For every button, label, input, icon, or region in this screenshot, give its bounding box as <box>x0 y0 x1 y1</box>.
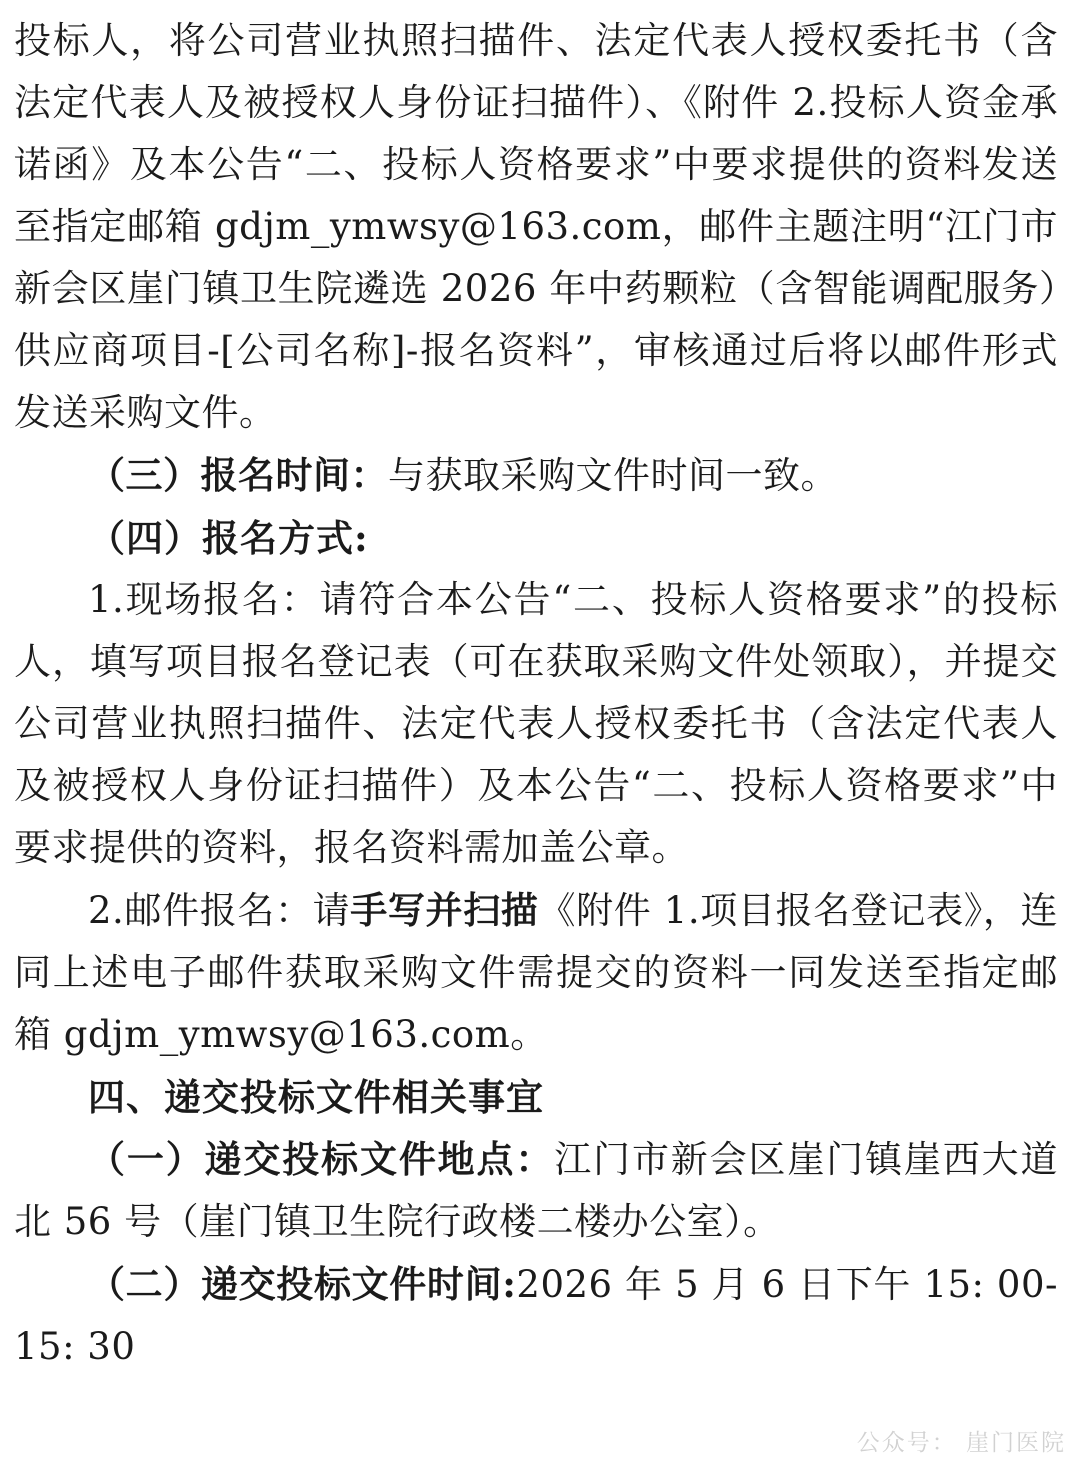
watermark: 公众号： 崖门医院 <box>856 1430 1066 1456</box>
text-signup-time: 与获取采购文件时间一致。 <box>388 454 838 497</box>
paragraph-email-registration: 投标人，将公司营业执照扫描件、法定代表人授权委托书（含法定代表人及被授权人身份证扫描件）、《附件 2.投标人资金承诺函》及本公告“二、投标人资格要求”中要求提供的资料发送至指定邮箱 gdjm_ymwsy@163.com，邮件主题注明“江门市新会区崖门镇卫生院遴选 2026 年中药颗粒（含智能调配服务）供应商项目-[公司名称]-报名资料”，审核通过后将以邮件形式发送采购文件。 <box>14 19 1058 434</box>
paragraph-bid-place <box>14 1128 1058 1253</box>
paragraph-signup-time <box>14 444 1058 507</box>
paragraph-onsite-signup: 1.现场报名：请符合本公告“二、投标人资格要求”的投标人，填写项目报名登记表（可在获取采购文件处领取），并提交公司营业执照扫描件、法定代表人授权委托书（含法定代表人及被授权人身份证扫描件）及本公告“二、投标人资格要求”中要求提供的资料，报名资料需加盖公章。 <box>14 578 1058 869</box>
paragraph-mail-signup <box>14 879 1058 1066</box>
label-bid-time: （二）递交投标文件时间: <box>88 1262 517 1306</box>
section-heading-four: 四、递交投标文件相关事宜 <box>88 1075 544 1119</box>
text-mail-signup-bold: 手写并扫描 <box>350 888 539 932</box>
heading-signup-method: （四）报名方式: <box>88 516 369 560</box>
text-bid-place: 江门市新会区崖门镇崖西大道北 56 号（崖门镇卫生院行政楼二楼办公室）。 <box>14 1138 1058 1243</box>
text-mail-signup-suffix: 《附件 1.项目报名登记表》，连同上述电子邮件获取采购文件需提交的资料一同发送至指定邮箱 gdjm_ymwsy@163.com。 <box>14 889 1058 1056</box>
text-mail-signup-prefix: 2.邮件报名：请 <box>88 889 351 932</box>
label-signup-time: （三）报名时间： <box>88 453 388 497</box>
paragraph-bid-time <box>14 1253 1058 1378</box>
text-bid-time: 2026 年 5 月 6 日下午 15: 00-15: 30 <box>14 1263 1058 1368</box>
label-bid-place: （一）递交投标文件地点： <box>88 1137 555 1181</box>
